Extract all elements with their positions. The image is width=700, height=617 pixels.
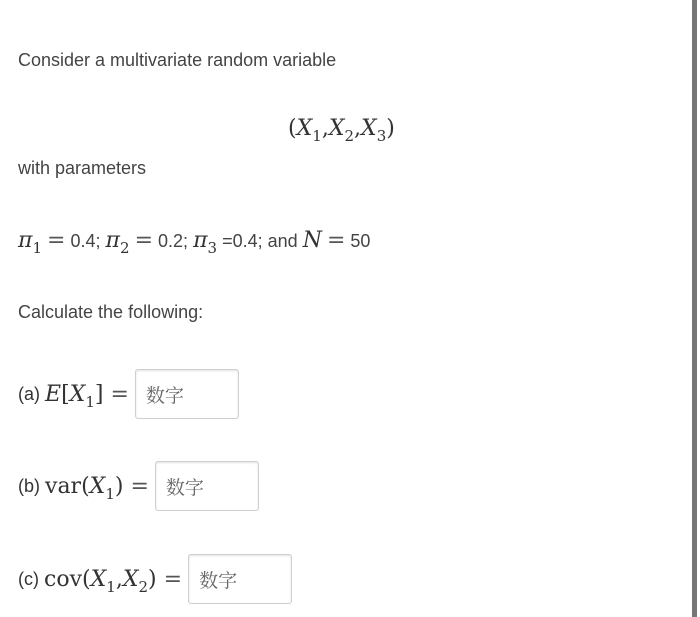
pi-symbol-3: π: [193, 228, 208, 253]
equals-2: =: [134, 228, 153, 253]
question-c-sub-2: 2: [138, 577, 149, 596]
question-a-label: (a): [18, 383, 40, 404]
question-b-equals: =: [130, 473, 149, 499]
answer-input-b[interactable]: [155, 461, 259, 511]
paren-close: ): [148, 566, 157, 592]
question-b: [18, 461, 259, 511]
comma: ,: [115, 566, 123, 592]
equals-n: =: [326, 228, 346, 253]
expectation-symbol: E: [45, 381, 62, 407]
covariance-function: cov: [44, 566, 83, 592]
question-b-sub: 1: [105, 484, 115, 503]
answer-input-a[interactable]: [135, 369, 239, 419]
vector-sub-2: 2: [344, 127, 355, 145]
scrollbar[interactable]: [692, 0, 697, 617]
pi-sub-1: 1: [32, 239, 43, 257]
variance-function: var: [45, 473, 82, 499]
question-a-equals: =: [110, 381, 129, 407]
vector-open-paren: (: [288, 116, 297, 141]
question-a-sub: 1: [85, 392, 95, 411]
vector-sub-1: 1: [312, 127, 322, 145]
question-c-expression: [44, 566, 183, 596]
question-b-expression: [45, 473, 149, 503]
vector-var-1: X: [296, 116, 313, 141]
question-c-var-2: X: [122, 566, 139, 592]
intro-text: Consider a multivariate random variable: [18, 50, 337, 70]
pi-sub-3: 3: [207, 239, 218, 257]
answer-input-c[interactable]: [188, 554, 292, 604]
question-a-expression: [45, 381, 129, 411]
with-parameters-text: with parameters: [18, 158, 147, 178]
vector-sub-3: 3: [376, 127, 387, 145]
n-value: 50: [350, 231, 371, 251]
pi-symbol-2: π: [105, 228, 120, 253]
param-value-2: 0.2;: [158, 231, 189, 251]
question-b-label: (b): [18, 475, 40, 496]
vector-var-2: X: [328, 116, 345, 141]
question-c: [18, 554, 292, 604]
param-value-1: 0.4;: [70, 231, 101, 251]
param-value-3: =0.4; and: [222, 231, 298, 251]
vector-close-paren: ): [386, 116, 395, 141]
n-symbol: N: [302, 228, 322, 253]
pi-symbol-1: π: [18, 228, 33, 253]
equals-1: =: [47, 228, 66, 253]
paren-open: (: [82, 566, 91, 592]
vector-var-3: X: [361, 116, 377, 141]
parameters-line: [18, 228, 371, 257]
bracket-close: ]: [94, 381, 104, 407]
pi-sub-2: 2: [120, 239, 130, 257]
question-a: [18, 369, 239, 419]
question-c-var-1: X: [90, 566, 107, 592]
bracket-open: [: [61, 381, 70, 407]
random-vector-formula: $(X_1,X_2,X_3)$: [288, 116, 395, 145]
question-c-sub-1: 1: [106, 577, 116, 596]
paren-open: (: [81, 473, 90, 499]
question-c-equals: =: [163, 566, 183, 592]
question-c-label: (c): [18, 568, 39, 589]
paren-close: ): [114, 473, 124, 499]
question-b-var: X: [89, 473, 106, 499]
question-a-var: X: [69, 381, 86, 407]
calculate-instructions: Calculate the following:: [18, 302, 204, 322]
